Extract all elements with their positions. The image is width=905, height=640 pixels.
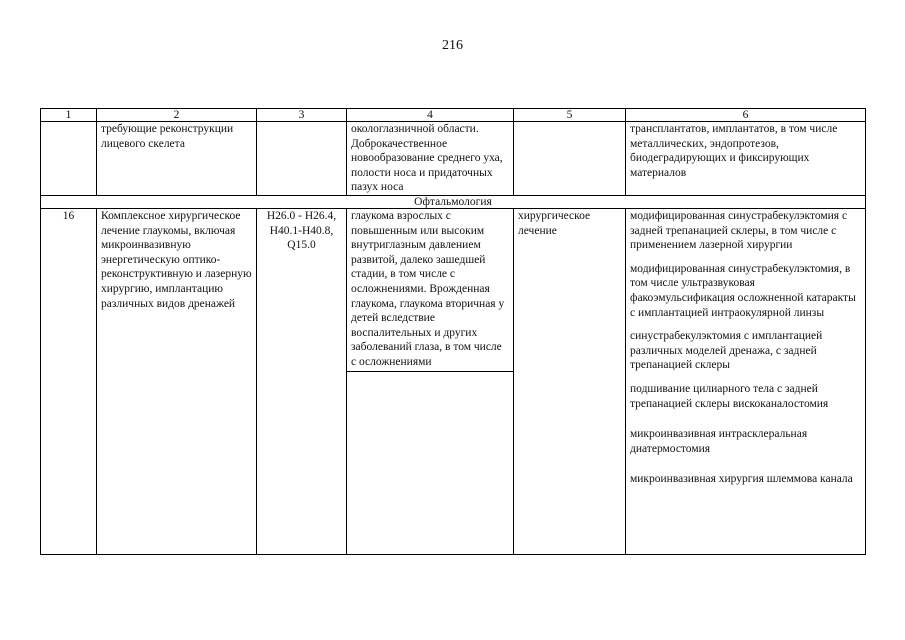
treatment-type: хирургическое лечение	[514, 208, 626, 554]
procedure-name: Комплексное хирургическое лечение глаукомы, включая микроинвазивную энергетическую оптико-реконструктивную и лазерную хирургию, имплантацию различных видов дренажей	[97, 208, 257, 554]
diagnosis-cell	[347, 208, 514, 554]
method-item: модифицированная синустрабекулэктомия с задней трепанацией склеры, в том числе с применением лазерной хирургии	[630, 209, 848, 252]
procedures-table	[40, 108, 866, 555]
method-item: микроинвазивная интрасклеральная диатермостомия	[630, 428, 808, 455]
icd-codes: H26.0 - H26.4, H40.1-H40.8, Q15.0	[257, 208, 347, 554]
column-number: 5	[514, 109, 626, 122]
methods-cell	[626, 208, 866, 554]
column-number: 3	[257, 109, 347, 122]
column-number: 6	[626, 109, 866, 122]
continuation-methods: трансплантатов, имплантатов, в том числе металлических, эндопротезов, биодеградирующих и фиксирующих материалов	[626, 122, 866, 196]
diagnosis-text: глаукома взрослых с повышенным или высоким внутриглазным давлением развитой, далеко зашедшей стадии, в том числе с осложнениями. Врожденная глаукома, глаукома вторичная у детей вследствие воспалительных и других заболеваний глаза, в том числе с осложнениями	[347, 209, 513, 372]
column-number: 4	[347, 109, 514, 122]
section-title: Офтальмология	[41, 195, 866, 208]
page-number: 216	[442, 38, 463, 53]
column-number: 2	[97, 109, 257, 122]
method-item: подшивание цилиарного тела с задней трепанацией склеры вискоканалостомия	[630, 382, 829, 410]
method-item: микроинвазивная хирургия шлеммова канала	[630, 473, 853, 486]
section-row	[41, 195, 866, 208]
continuation-row	[41, 122, 866, 196]
method-item: модифицированная синустрабекулэктомия, в том числе ультразвуковая факоэмульсификация осложненной катаракты с имплантацией интраокулярной линзы	[630, 262, 856, 319]
row-number: 16	[41, 208, 97, 554]
continuation-name: требующие реконструкции лицевого скелета	[97, 122, 257, 196]
table-row	[41, 208, 866, 554]
method-item: синустрабекулэктомия с имплантацией различных моделей дренажа, с задней трепанацией склеры	[630, 330, 823, 372]
column-number: 1	[41, 109, 97, 122]
column-numbers-row	[41, 109, 866, 122]
continuation-diagnosis: окологлазничной области. Доброкачественное новообразование среднего уха, полости носа и придаточных пазух носа	[347, 122, 514, 196]
